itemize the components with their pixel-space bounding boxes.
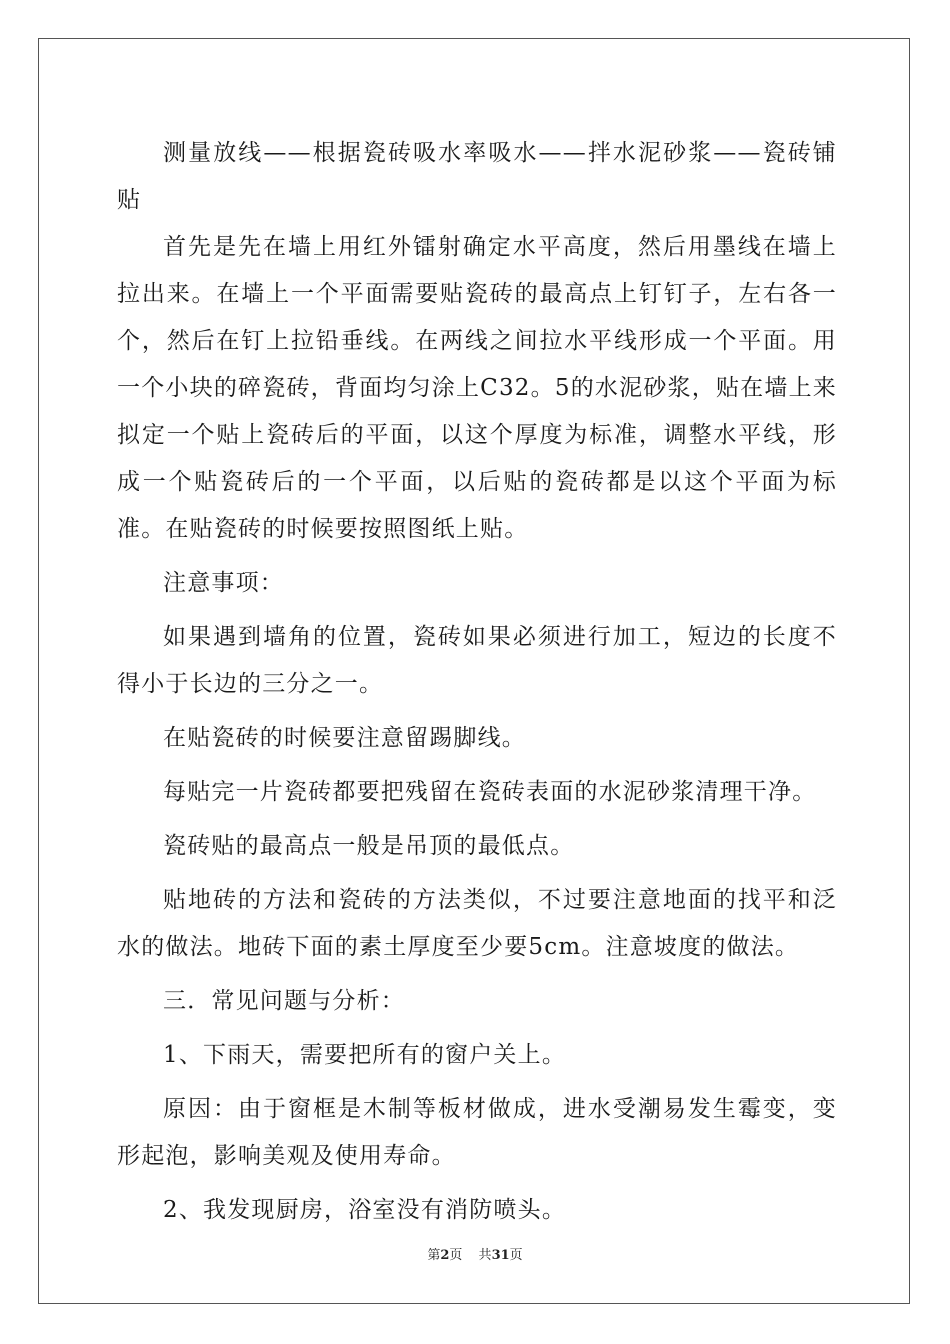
page-footer	[0, 1248, 950, 1264]
paragraph-floor-tiles: 贴地砖的方法和瓷砖的方法类似，不过要注意地面的找平和泛水的做法。地砖下面的素土厚度至少要5cm。注意坡度的做法。	[117, 887, 837, 960]
document-body	[117, 130, 837, 1234]
page-number: 2	[440, 1248, 450, 1263]
paragraph-cleanup: 每贴完一片瓷砖都要把残留在瓷砖表面的水泥砂浆清理干净。	[163, 779, 817, 805]
paragraph-section-heading: 三．常见问题与分析：	[163, 988, 405, 1014]
paragraph-item-2: 2、我发现厨房，浴室没有消防喷头。	[163, 1197, 567, 1223]
paragraph-item-1: 1、下雨天，需要把所有的窗户关上。	[163, 1042, 567, 1068]
paragraph-corner-rule: 如果遇到墙角的位置，瓷砖如果必须进行加工，短边的长度不得小于长边的三分之一。	[117, 624, 837, 697]
paragraph-highest-point: 瓷砖贴的最高点一般是吊顶的最低点。	[163, 833, 575, 859]
page-number-label: 第2页	[427, 1248, 463, 1263]
paragraph-reason: 原因：由于窗框是木制等板材做成，进水受潮易发生霉变，变形起泡，影响美观及使用寿命。	[117, 1096, 837, 1169]
paragraph-skirting: 在贴瓷砖的时候要注意留踢脚线。	[163, 725, 526, 751]
paragraph-process-steps: 测量放线——根据瓷砖吸水率吸水——拌水泥砂浆——瓷砖铺贴	[117, 140, 837, 213]
paragraph-method: 首先是先在墙上用红外镭射确定水平高度，然后用墨线在墙上拉出来。在墙上一个平面需要贴瓷砖的最高点上钉钉子，左右各一个，然后在钉上拉铅垂线。在两线之间拉水平线形成一个平面。用一个小块的碎瓷砖，背面均匀涂上C32。5的水泥砂浆，贴在墙上来拟定一个贴上瓷砖后的平面，以这个厚度为标准，调整水平线，形成一个贴瓷砖后的一个平面，以后贴的瓷砖都是以这个平面为标准。在贴瓷砖的时候要按照图纸上贴。	[117, 234, 837, 542]
total-pages-label: 共31页	[478, 1248, 523, 1263]
paragraph-notes-heading: 注意事项：	[163, 570, 284, 596]
total-pages: 31	[491, 1248, 510, 1263]
